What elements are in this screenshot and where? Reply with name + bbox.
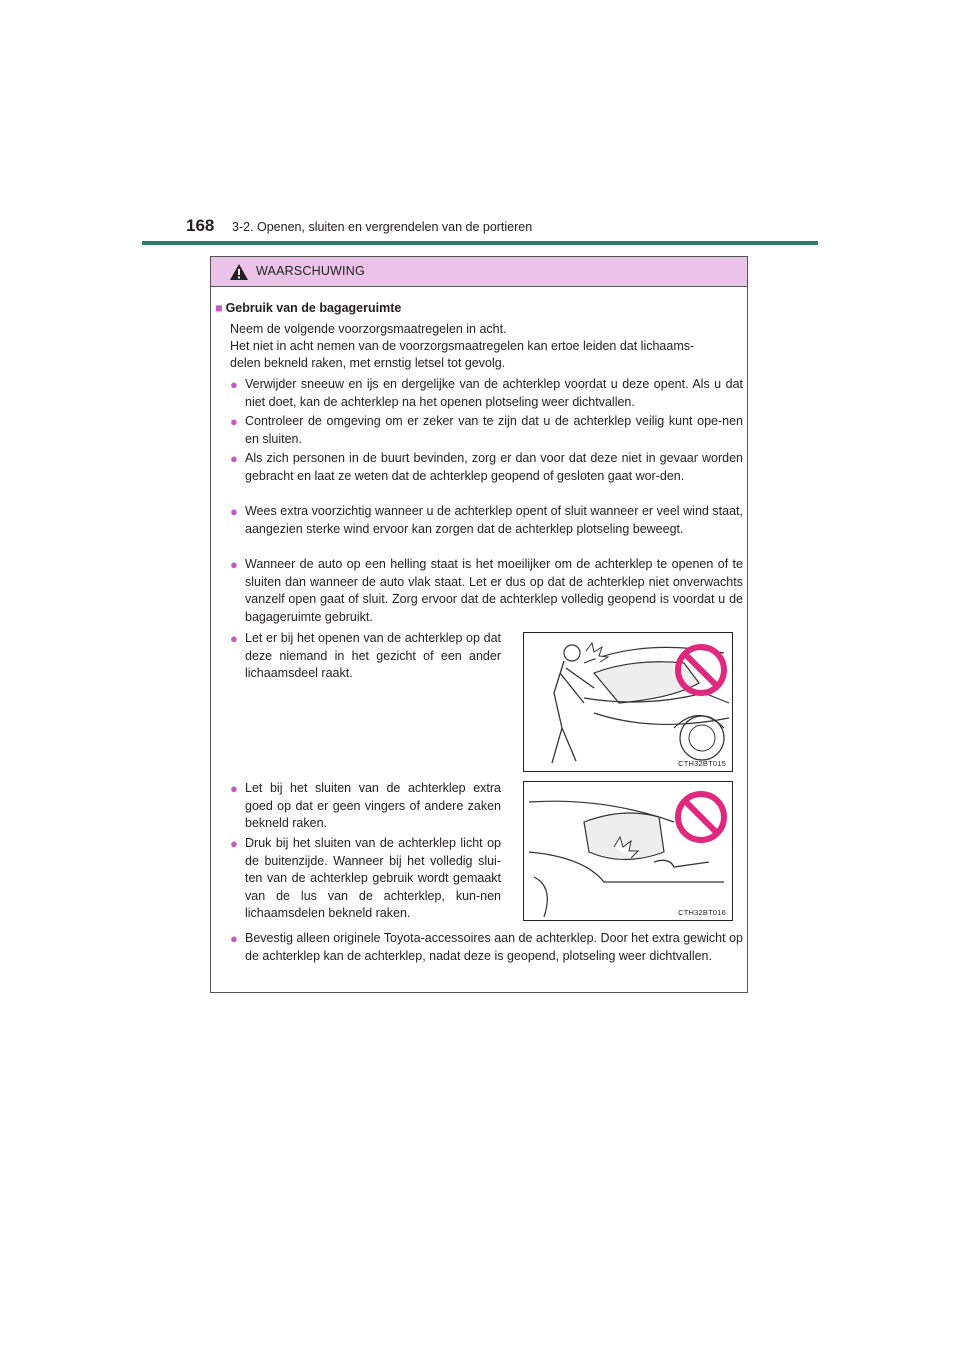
list-item: ● Als zich personen in de buurt bevinden, zorg er dan voor dat deze niet in gevaar worden gebracht en laat ze weten dat de achterklep geopend of gesloten gaat wor-den. <box>230 451 743 483</box>
intro-line-1: Neem de volgende voorzorgsmaatregelen in acht. <box>230 322 507 336</box>
bullet-icon: ● <box>230 931 238 946</box>
section-title: 3-2. Openen, sluiten en vergrendelen van de portieren <box>232 220 533 234</box>
section-heading-text: Gebruik van de bagageruimte <box>225 301 402 315</box>
list-item: ● Wanneer de auto op een helling staat is het moeilijker om de achterklep te openen of te sluiten dan wanneer de auto vlak staat. Let er dus op dat de achterklep niet onverwachts vanzelf open gaat of sluit. Zorg ervoor dat de achterklep volledig geopend is voordat u de bagageruimte gebruikt. <box>230 557 743 624</box>
list-item: ● Bevestig alleen originele Toyota-accessoires aan de achterklep. Door het extra gewicht op de achterklep kan de achterklep, nadat deze is geopend, plotseling weer dichtvallen. <box>230 931 743 963</box>
list-item: ● Wees extra voorzichtig wanneer u de achterklep opent of sluit wanneer er veel wind staat, aangezien sterke wind ervoor kan zorgen dat de achterklep plotseling beweegt. <box>230 504 743 536</box>
section-heading <box>215 301 401 315</box>
bullet-icon: ● <box>230 451 238 466</box>
intro-line-2: Het niet in acht nemen van de voorzorgsmaatregelen kan ertoe leiden dat lichaams- <box>230 339 695 353</box>
figure-code: CTH32BT015 <box>678 759 726 768</box>
bullet-icon: ● <box>230 504 238 519</box>
square-bullet-icon: ■ <box>215 301 223 315</box>
warning-triangle-icon <box>229 263 249 281</box>
bullet-icon: ● <box>230 377 238 392</box>
bullet-icon: ● <box>230 836 238 851</box>
list-item: ● Verwijder sneeuw en ijs en dergelijke van de achterklep voordat u deze opent. Als u dat niet doet, kan de achterklep na het openen plotseling weer dichtvallen. <box>230 377 743 409</box>
list-item: ● Druk bij het sluiten van de achterklep licht op de buitenzijde. Wanneer bij het volledig slui-ten van de achterklep gebruik wordt gemaakt van de lus van de achterklep, kun-nen lichaamsdelen bekneld raken. <box>230 836 501 920</box>
figure-close-tailgate <box>523 781 733 921</box>
figure-open-tailgate <box>523 632 733 772</box>
header-rule <box>142 241 818 245</box>
prohibition-icon <box>674 790 728 844</box>
bullet-icon: ● <box>230 557 238 572</box>
bullet-icon: ● <box>230 781 238 796</box>
warning-title: WAARSCHUWING <box>256 264 365 278</box>
warning-box <box>210 256 748 993</box>
page-number: 168 <box>186 216 215 235</box>
list-item: ● Let bij het sluiten van de achterklep extra goed op dat er geen vingers of andere zaken bekneld raken. <box>230 781 501 830</box>
bullet-icon: ● <box>230 414 238 429</box>
list-item: ● Let er bij het openen van de achterklep op dat deze niemand in het gezicht of een ander lichaamsdeel raakt. <box>230 631 501 680</box>
prohibition-icon <box>674 643 728 697</box>
bullet-icon: ● <box>230 631 238 646</box>
figure-code: CTH32BT016 <box>678 908 726 917</box>
intro-line-3: delen bekneld raken, met ernstig letsel tot gevolg. <box>230 356 506 370</box>
warning-header <box>211 257 747 287</box>
list-item: ● Controleer de omgeving om er zeker van te zijn dat u de achterklep veilig kunt ope-nen en sluiten. <box>230 414 743 446</box>
